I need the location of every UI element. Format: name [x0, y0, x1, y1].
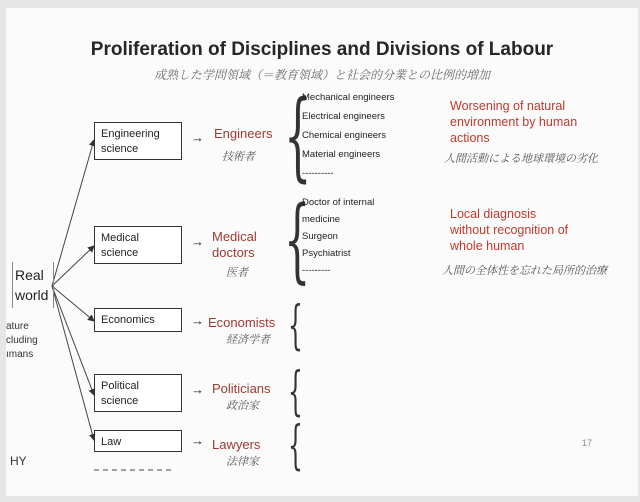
slide-title: Proliferation of Disciplines and Divisions of Labour	[90, 39, 554, 60]
discipline-box-law: Law	[94, 430, 182, 452]
brace-icon: {	[284, 186, 311, 293]
arrow-icon: →	[191, 382, 204, 397]
discipline-box-political: Political science	[94, 374, 182, 412]
note-jp-local-diagnosis: 人間の全体性を忘れた局所的治療	[442, 265, 607, 277]
role-jp-economists: 経済学者	[226, 334, 270, 346]
note-local-diagnosis: Local diagnosis without recognition of whole human	[450, 207, 569, 253]
branch-line-engineering	[52, 140, 94, 286]
role-jp-engineers: 技術者	[222, 151, 255, 163]
note-environment: Worsening of natural environment by human actions	[450, 99, 578, 145]
page-number: 17	[582, 438, 593, 448]
discipline-box-medical: Medical science	[94, 226, 182, 264]
role-engineers: Engineers	[214, 126, 273, 141]
nature-note: ature cluding ımans	[6, 321, 38, 360]
role-jp-doctors: 医者	[226, 267, 248, 279]
role-lawyers: Lawyers	[212, 437, 261, 452]
role-economists: Economists	[208, 315, 276, 330]
arrow-icon: →	[191, 130, 204, 145]
slide-subtitle: 成熟した学問領域（＝教育領域）と社会的分業との比例的増加	[153, 68, 490, 82]
note-jp-environment: 人間活動による地球環境の劣化	[444, 153, 598, 165]
doctor-types-list: Doctor of internal medicine Surgeon Psychiatrist ---------	[302, 197, 375, 276]
arrow-icon: →	[191, 313, 204, 328]
brace-icon: {	[284, 80, 312, 192]
real-world-label: Real world	[15, 267, 49, 303]
brace-icon: {	[288, 416, 303, 476]
branch-line-law	[52, 286, 94, 440]
discipline-box-engineering: Engineering science	[94, 122, 182, 160]
role-medical-doctors: Medical doctors	[212, 229, 257, 260]
slide	[6, 8, 638, 496]
brace-icon: {	[288, 296, 303, 356]
engineer-types-list: Mechanical engineers Electrical engineers Chemical engineers Material engineers ----------	[302, 92, 395, 179]
branch-line-medical	[52, 246, 94, 286]
role-politicians: Politicians	[212, 381, 271, 396]
role-jp-politicians: 政治家	[226, 400, 259, 412]
brace-icon: {	[288, 362, 303, 422]
branch-line-political	[52, 286, 94, 395]
discipline-box-economics: Economics	[94, 308, 182, 332]
arrow-icon: →	[191, 433, 204, 448]
role-jp-lawyers: 法律家	[226, 456, 259, 468]
footer-initials: HY	[10, 454, 27, 468]
arrow-icon: →	[191, 234, 204, 249]
